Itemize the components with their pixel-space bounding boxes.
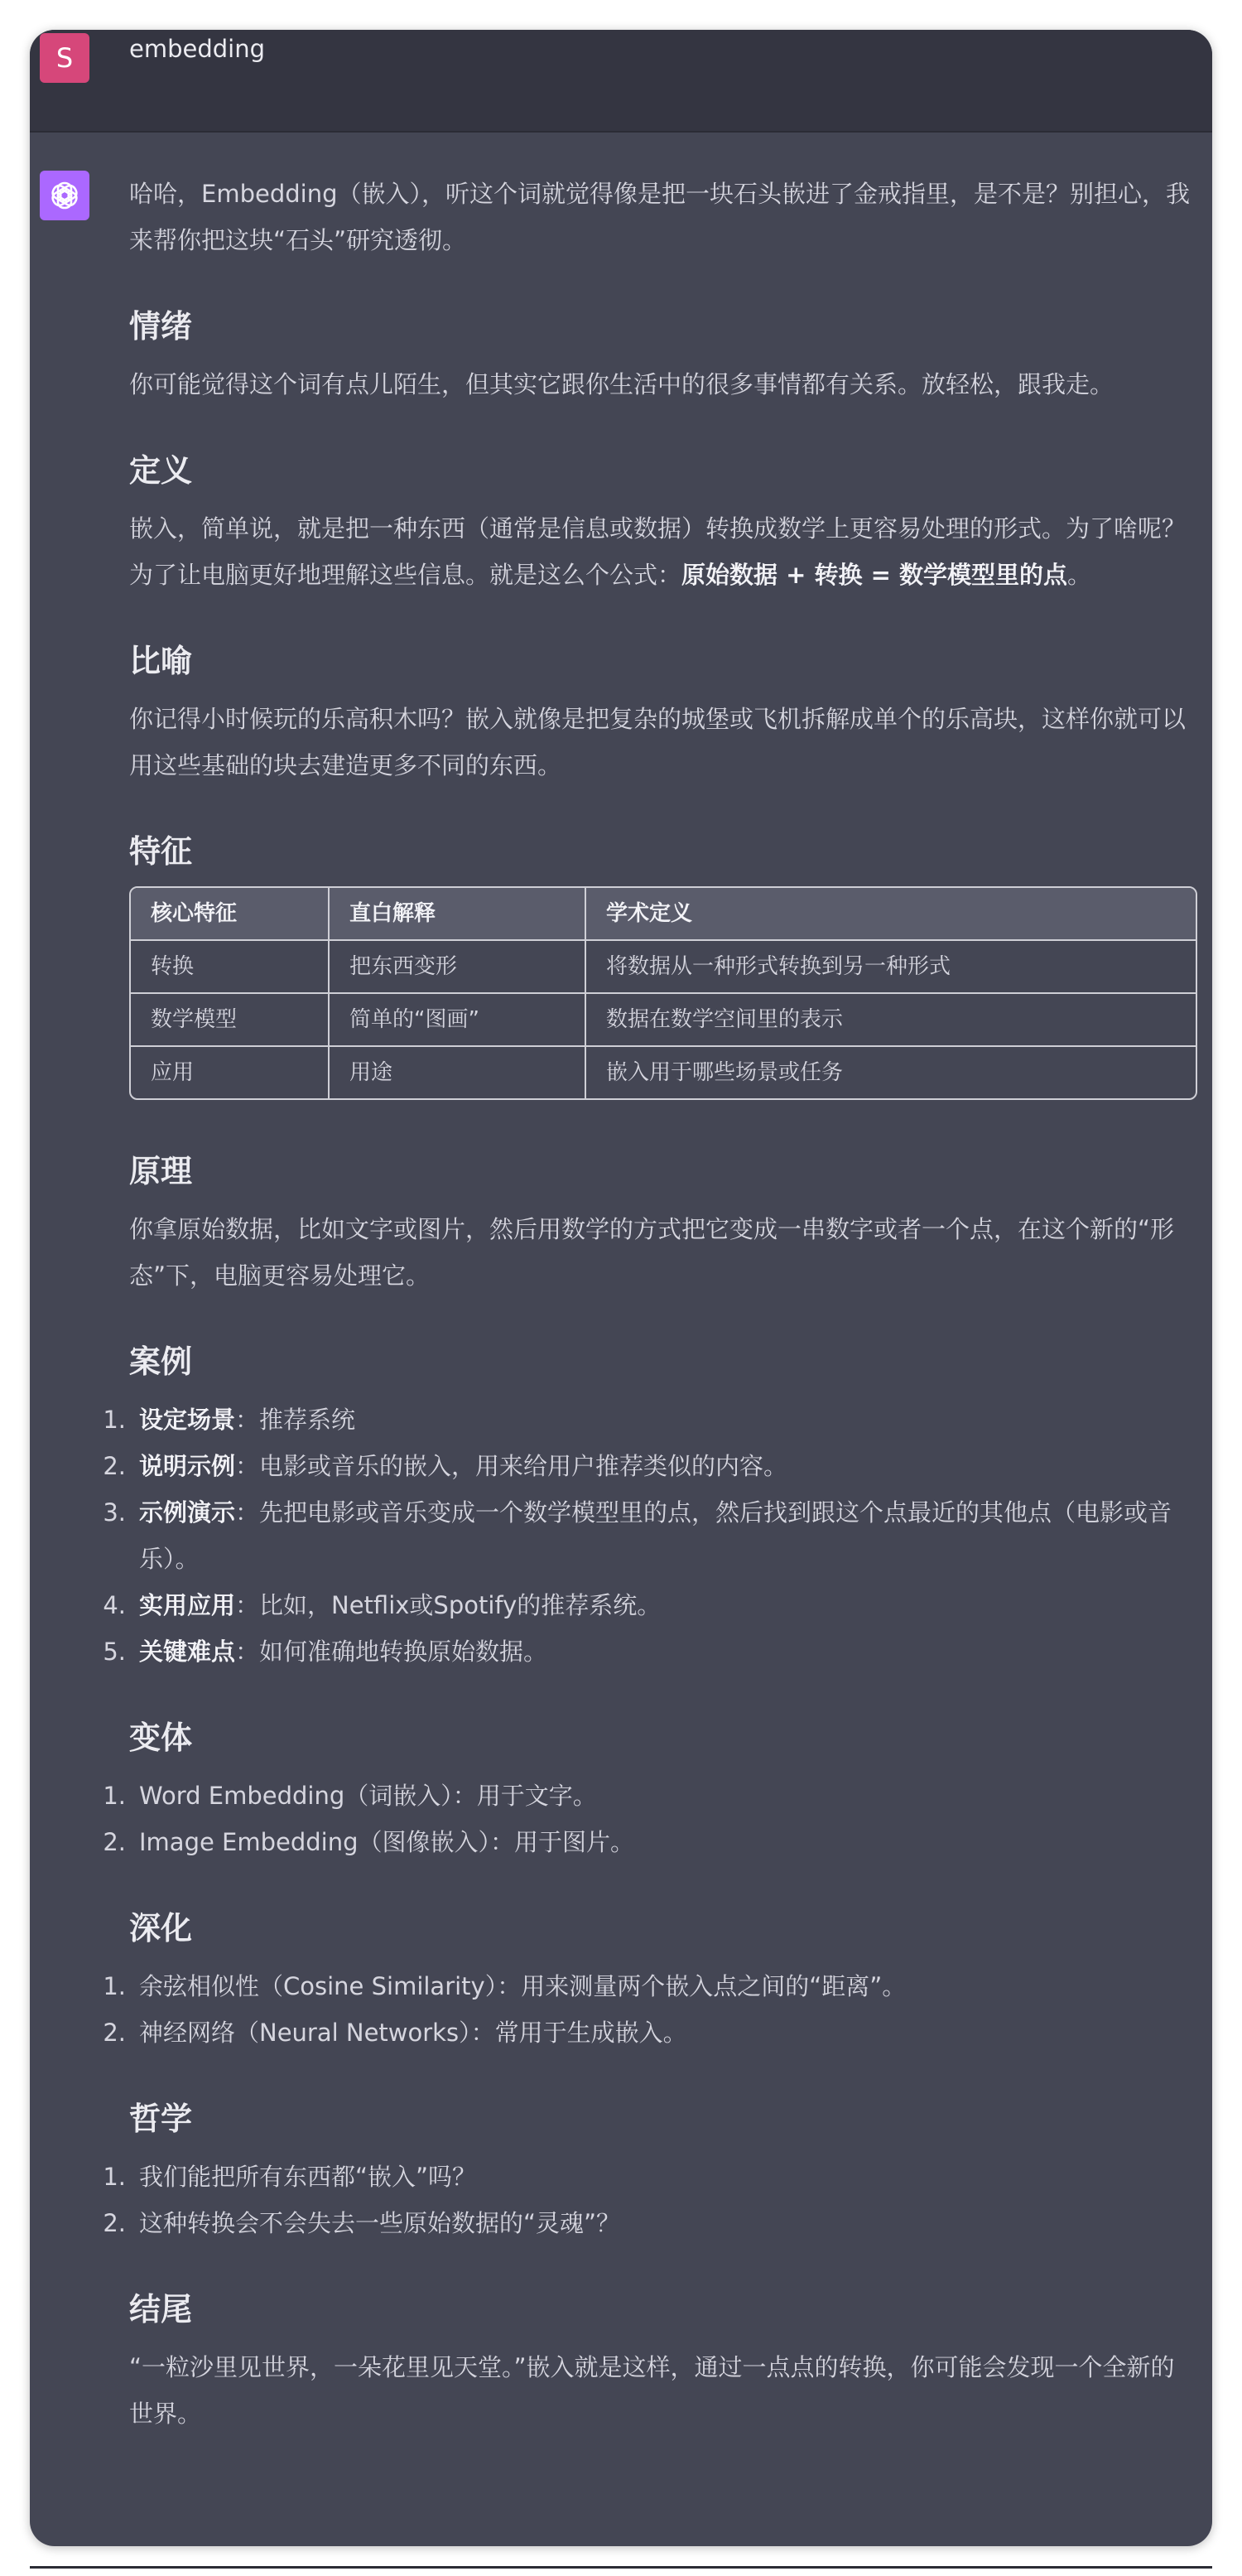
list-item-text: Image Embedding（图像嵌入）：用于图片。 (139, 1828, 635, 1856)
list-item (103, 2154, 1197, 2200)
list-number: 2. (103, 2209, 126, 2237)
list-number: 2. (103, 1828, 126, 1856)
definition-text: 嵌入，简单说，就是把一种东西（通常是信息或数据）转换成数学上更容易处理的形式。为了啥呢？为了让电脑更好地理解这些信息。就是这么个公式： (129, 514, 1187, 589)
assistant-message (103, 171, 1197, 2437)
heading-ending: 结尾 (129, 2291, 193, 2328)
table-row (131, 994, 1196, 1047)
divider (30, 2566, 1212, 2569)
heading-principle: 原理 (129, 1153, 193, 1189)
list-item (103, 1582, 1197, 1628)
list-number: 1. (103, 1406, 126, 1434)
user-avatar-letter: S (55, 42, 74, 74)
list-item-label: 说明示例 (139, 1452, 236, 1480)
definition-end: 。 (1067, 561, 1092, 589)
chat-transcript (30, 30, 1212, 2546)
table-cell: 将数据从一种形式转换到另一种形式 (586, 941, 1196, 994)
heading-cases: 案例 (129, 1343, 193, 1380)
list-item-text: 神经网络（Neural Networks）：常用于生成嵌入。 (139, 2019, 687, 2047)
list-item (103, 1443, 1197, 1489)
deepen-list (103, 1963, 1197, 2056)
table-cell: 应用 (131, 1047, 330, 1098)
list-number: 5. (103, 1638, 126, 1666)
list-item (103, 1819, 1197, 1865)
cases-list (103, 1397, 1197, 1675)
table-cell: 把东西变形 (330, 941, 586, 994)
table-header-cell: 核心特征 (131, 888, 330, 941)
emotion-paragraph: 你可能觉得这个词有点儿陌生，但其实它跟你生活中的很多事情都有关系。放轻松，跟我走。 (129, 370, 1114, 398)
user-message-text: embedding (129, 35, 266, 63)
list-item-text: 我们能把所有东西都“嵌入”吗？ (139, 2163, 477, 2191)
list-item-label: 设定场景 (139, 1406, 236, 1434)
list-item (103, 1489, 1197, 1582)
list-item-label: 关键难点 (139, 1638, 236, 1666)
list-item-label: 示例演示 (139, 1498, 236, 1527)
definition-formula: 原始数据 + 转换 = 数学模型里的点 (681, 561, 1067, 589)
table-cell: 数学模型 (131, 994, 330, 1047)
table-row (131, 1047, 1196, 1098)
heading-features: 特征 (129, 833, 193, 870)
list-number: 3. (103, 1498, 126, 1527)
list-item-text: ：电影或音乐的嵌入，用来给用户推荐类似的内容。 (235, 1452, 788, 1480)
list-item (103, 1963, 1197, 2009)
list-number: 1. (103, 1782, 126, 1810)
list-item-text: Word Embedding（词嵌入）：用于文字。 (139, 1782, 597, 1810)
table-header-row (131, 888, 1196, 941)
user-avatar (40, 33, 89, 83)
list-item-text: ：先把电影或音乐变成一个数学模型里的点，然后找到跟这个点最近的其他点（电影或音乐）。 (139, 1498, 1172, 1573)
heading-philosophy: 哲学 (129, 2101, 193, 2137)
table-cell: 简单的“图画” (330, 994, 586, 1047)
table-cell: 用途 (330, 1047, 586, 1098)
heading-variants: 变体 (129, 1720, 193, 1756)
variants-list (103, 1773, 1197, 1865)
assistant-avatar (40, 171, 89, 220)
user-message-row (30, 30, 1212, 133)
principle-paragraph: 你拿原始数据，比如文字或图片，然后用数学的方式把它变成一串数字或者一个点，在这个新的“形态”下，电脑更容易处理它。 (129, 1215, 1175, 1290)
ending-paragraph: “一粒沙里见世界，一朵花里见天堂。”嵌入就是这样，通过一点点的转换，你可能会发现一个全新的世界。 (129, 2353, 1175, 2428)
philosophy-list (103, 2154, 1197, 2246)
table-cell: 嵌入用于哪些场景或任务 (606, 1060, 844, 1085)
heading-metaphor: 比喻 (129, 643, 193, 679)
list-number: 4. (103, 1591, 126, 1619)
list-item-text: ：推荐系统 (235, 1406, 356, 1434)
list-number: 2. (103, 1452, 126, 1480)
list-item (103, 2009, 1197, 2056)
heading-deepen: 深化 (129, 1910, 193, 1946)
features-table (129, 886, 1197, 1100)
metaphor-paragraph: 你记得小时候玩的乐高积木吗？嵌入就像是把复杂的城堡或飞机拆解成单个的乐高块，这样你就可以用这些基础的块去建造更多不同的东西。 (129, 705, 1187, 779)
table-cell: 数据在数学空间里的表示 (586, 994, 1196, 1047)
table-header-cell: 直白解释 (330, 888, 586, 941)
table-row (131, 941, 1196, 994)
list-item (103, 1628, 1197, 1675)
list-item-text: ：比如，Netflix或Spotify的推荐系统。 (235, 1591, 662, 1619)
list-item (103, 1397, 1197, 1443)
table-header-cell: 学术定义 (586, 888, 1196, 941)
table-cell: 转换 (131, 941, 330, 994)
definition-paragraph (129, 505, 1197, 598)
list-item (103, 1773, 1197, 1819)
intro-paragraph: 哈哈，Embedding（嵌入），听这个词就觉得像是把一块石头嵌进了金戒指里，是不是？别担心，我来帮你把这块“石头”研究透彻。 (129, 180, 1190, 254)
list-number: 1. (103, 1972, 126, 2000)
heading-emotion: 情绪 (129, 308, 193, 345)
list-item-text: 这种转换会不会失去一些原始数据的“灵魂”？ (139, 2209, 621, 2237)
list-item-label: 实用应用 (139, 1591, 236, 1619)
list-item (103, 2200, 1197, 2246)
openai-logo-icon (47, 178, 82, 213)
list-number: 2. (103, 2019, 126, 2047)
list-number: 1. (103, 2163, 126, 2191)
heading-definition: 定义 (129, 452, 193, 489)
list-item-text: 余弦相似性（Cosine Similarity）：用来测量两个嵌入点之间的“距离”。 (139, 1972, 907, 2000)
list-item-text: ：如何准确地转换原始数据。 (235, 1638, 548, 1666)
